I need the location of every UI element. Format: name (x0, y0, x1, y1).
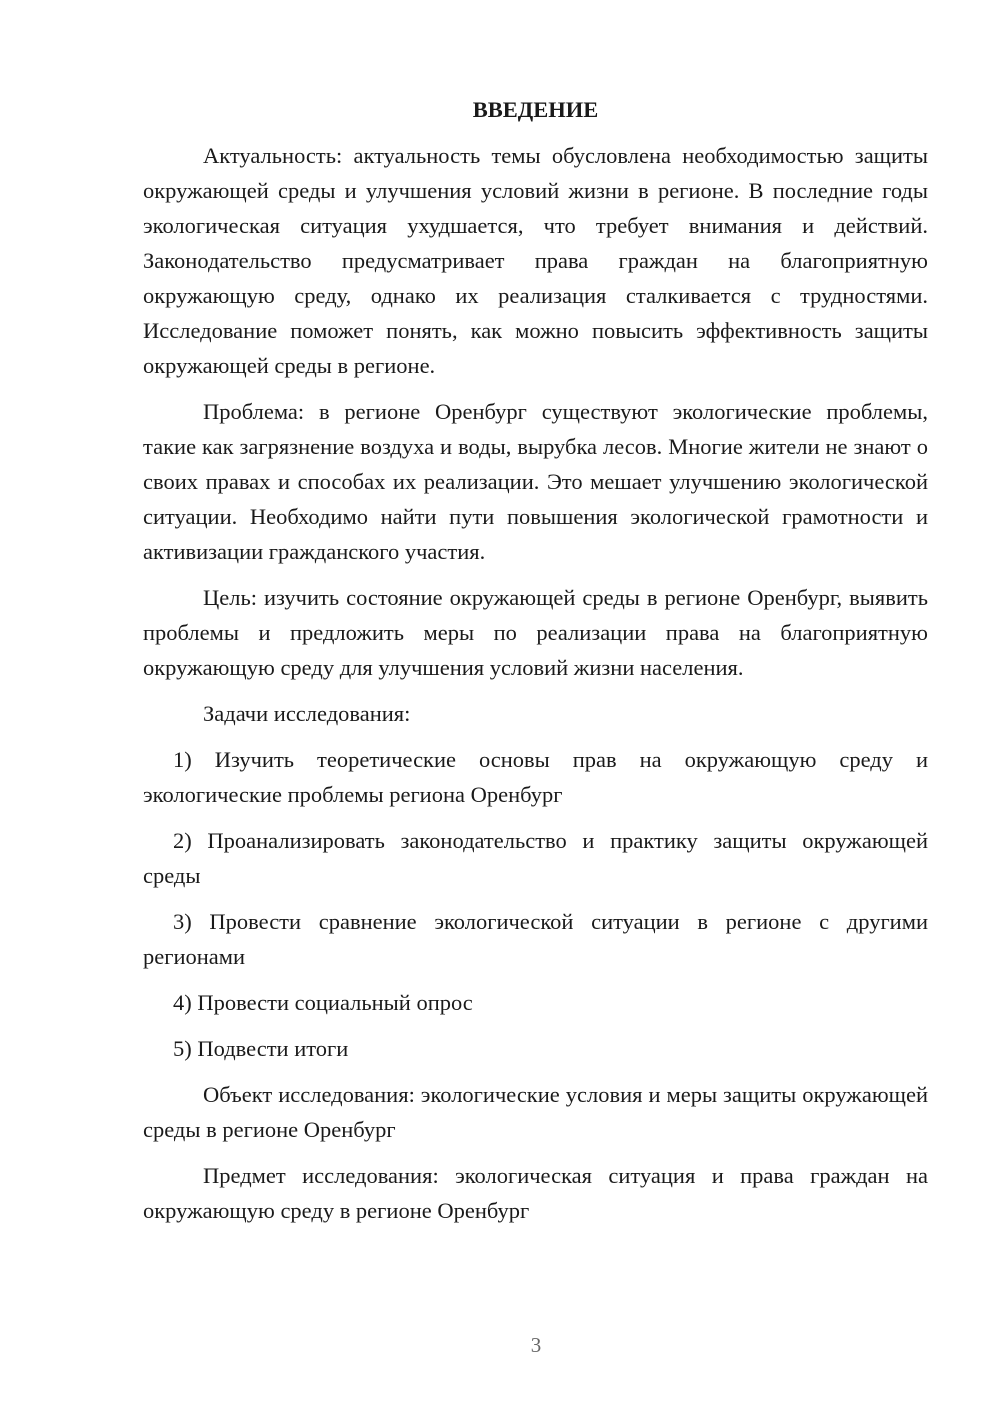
list-item: 5) Подвести итоги (173, 1036, 349, 1061)
list-item: 2) Проанализировать законодательство и практику защиты окружающей среды (143, 828, 928, 888)
page-number: 3 (530, 1333, 542, 1357)
page-title: ВВЕДЕНИЕ (472, 97, 599, 122)
problem-paragraph: Проблема: в регионе Оренбург существуют экологические проблемы, такие как загрязнение воздуха и воды, вырубка лесов. Многие жители не знают о своих правах и способах их реализации. Это мешает улучшению экологической ситуации. Необходимо найти пути повышения экологической грамотности и активизации гражданского участия. (143, 399, 928, 564)
goal-paragraph: Цель: изучить состояние окружающей среды в регионе Оренбург, выявить проблемы и предложить меры по реализации права на благоприятную окружающую среду для улучшения условий жизни населения. (143, 585, 928, 680)
subject-paragraph: Предмет исследования: экологическая ситуация и права граждан на окружающую среду в регионе Оренбург (143, 1163, 928, 1223)
object-paragraph: Объект исследования: экологические условия и меры защиты окружающей среды в регионе Оренбург (143, 1082, 928, 1142)
document-body (143, 95, 928, 1239)
tasks-list (143, 742, 928, 1066)
relevance-paragraph: Актуальность: актуальность темы обусловлена необходимостью защиты окружающей среды и улучшения условий жизни в регионе. В последние годы экологическая ситуация ухудшается, что требует внимания и действий. Законодательство предусматривает права граждан на благоприятную окружающую среду, однако их реализация сталкивается с трудностями. Исследование поможет понять, как можно повысить эффективность защиты окружающей среды в регионе. (143, 143, 928, 378)
list-item: 3) Провести сравнение экологической ситуации в регионе с другими регионами (143, 909, 928, 969)
list-item: 1) Изучить теоретические основы прав на окружающую среду и экологические проблемы региона Оренбург (143, 747, 928, 807)
list-item: 4) Провести социальный опрос (173, 990, 473, 1015)
tasks-heading: Задачи исследования: (203, 701, 411, 726)
